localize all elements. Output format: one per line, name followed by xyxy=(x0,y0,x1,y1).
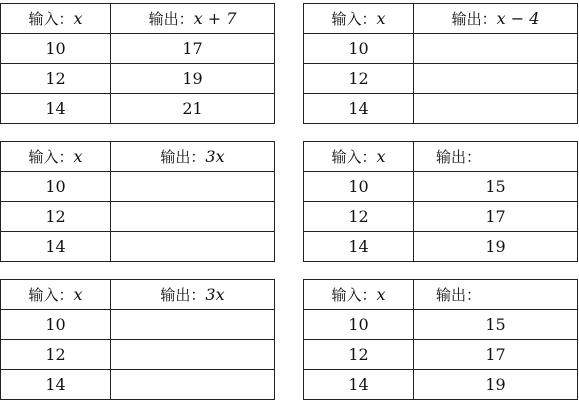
input-cell: 10 xyxy=(304,310,414,340)
table-row xyxy=(1,340,275,370)
output-cell[interactable] xyxy=(414,34,578,64)
table-header-row xyxy=(304,4,578,34)
table-row xyxy=(1,202,275,232)
output-header-label: 输出： xyxy=(436,286,482,304)
input-cell: 10 xyxy=(1,310,111,340)
input-header-label: 输入： xyxy=(28,286,74,304)
output-cell[interactable] xyxy=(111,370,275,400)
input-cell: 10 xyxy=(1,34,111,64)
function-table-2 xyxy=(303,3,578,124)
output-cell[interactable] xyxy=(111,310,275,340)
table-row xyxy=(1,232,275,262)
input-cell: 10 xyxy=(1,172,111,202)
output-cell[interactable] xyxy=(111,172,275,202)
output-cell[interactable]: 21 xyxy=(111,94,275,124)
output-header-label: 输出： xyxy=(148,10,194,28)
output-cell: 15 xyxy=(414,172,578,202)
input-cell: 14 xyxy=(1,94,111,124)
table-row xyxy=(1,310,275,340)
table-row xyxy=(304,94,578,124)
input-header-label: 输入： xyxy=(331,286,377,304)
output-expression: 3x xyxy=(205,147,225,166)
input-header xyxy=(1,142,111,172)
table-row xyxy=(304,34,578,64)
table-row xyxy=(1,172,275,202)
output-cell: 15 xyxy=(414,310,578,340)
table-header-row xyxy=(1,280,275,310)
table-row xyxy=(304,232,578,262)
table-row xyxy=(304,340,578,370)
table-row xyxy=(1,64,275,94)
table-row xyxy=(304,310,578,340)
input-cell: 14 xyxy=(304,94,414,124)
output-cell[interactable] xyxy=(414,64,578,94)
input-variable: x xyxy=(73,9,83,28)
output-cell: 19 xyxy=(414,232,578,262)
function-table-4 xyxy=(303,141,578,262)
output-header xyxy=(111,280,275,310)
table-row xyxy=(304,370,578,400)
input-variable: x xyxy=(73,147,83,166)
output-header-label: 输出： xyxy=(436,148,482,166)
table-row xyxy=(304,202,578,232)
output-header xyxy=(111,4,275,34)
output-header-label: 输出： xyxy=(451,10,497,28)
input-cell: 14 xyxy=(1,232,111,262)
table-row xyxy=(304,172,578,202)
input-cell: 10 xyxy=(304,172,414,202)
output-header xyxy=(111,142,275,172)
function-table-5 xyxy=(0,279,275,400)
table-row xyxy=(1,94,275,124)
input-header-label: 输入： xyxy=(331,148,377,166)
output-cell[interactable]: 19 xyxy=(111,64,275,94)
input-header xyxy=(304,142,414,172)
input-cell: 12 xyxy=(1,64,111,94)
output-cell[interactable] xyxy=(414,94,578,124)
input-header xyxy=(304,4,414,34)
table-header-row xyxy=(1,4,275,34)
output-cell: 17 xyxy=(414,202,578,232)
input-variable: x xyxy=(376,285,386,304)
input-header xyxy=(304,280,414,310)
input-header-label: 输入： xyxy=(28,148,74,166)
input-header xyxy=(1,4,111,34)
input-cell: 10 xyxy=(304,34,414,64)
function-table-3 xyxy=(0,141,275,262)
input-cell: 14 xyxy=(304,232,414,262)
input-cell: 12 xyxy=(1,340,111,370)
input-cell: 12 xyxy=(304,64,414,94)
output-expression: 3x xyxy=(205,285,225,304)
function-table-6 xyxy=(303,279,578,400)
output-cell[interactable] xyxy=(111,232,275,262)
table-row xyxy=(1,34,275,64)
input-header xyxy=(1,280,111,310)
input-header-label: 输入： xyxy=(28,10,74,28)
input-variable: x xyxy=(376,147,386,166)
function-table-1 xyxy=(0,3,275,124)
input-variable: x xyxy=(376,9,386,28)
output-header xyxy=(414,4,578,34)
input-cell: 14 xyxy=(1,370,111,400)
output-cell[interactable] xyxy=(111,340,275,370)
output-cell: 17 xyxy=(414,340,578,370)
output-cell[interactable]: 17 xyxy=(111,34,275,64)
table-header-row xyxy=(304,142,578,172)
output-header-label: 输出： xyxy=(160,286,206,304)
input-cell: 14 xyxy=(304,370,414,400)
output-expression: x − 4 xyxy=(496,9,540,28)
output-expression: x + 7 xyxy=(193,9,237,28)
table-row xyxy=(304,64,578,94)
input-header-label: 输入： xyxy=(331,10,377,28)
output-header xyxy=(414,280,578,310)
input-cell: 12 xyxy=(304,202,414,232)
output-cell: 19 xyxy=(414,370,578,400)
input-cell: 12 xyxy=(1,202,111,232)
input-variable: x xyxy=(73,285,83,304)
table-header-row xyxy=(1,142,275,172)
table-row xyxy=(1,370,275,400)
output-cell[interactable] xyxy=(111,202,275,232)
input-cell: 12 xyxy=(304,340,414,370)
output-header-label: 输出： xyxy=(160,148,206,166)
table-header-row xyxy=(304,280,578,310)
output-header xyxy=(414,142,578,172)
